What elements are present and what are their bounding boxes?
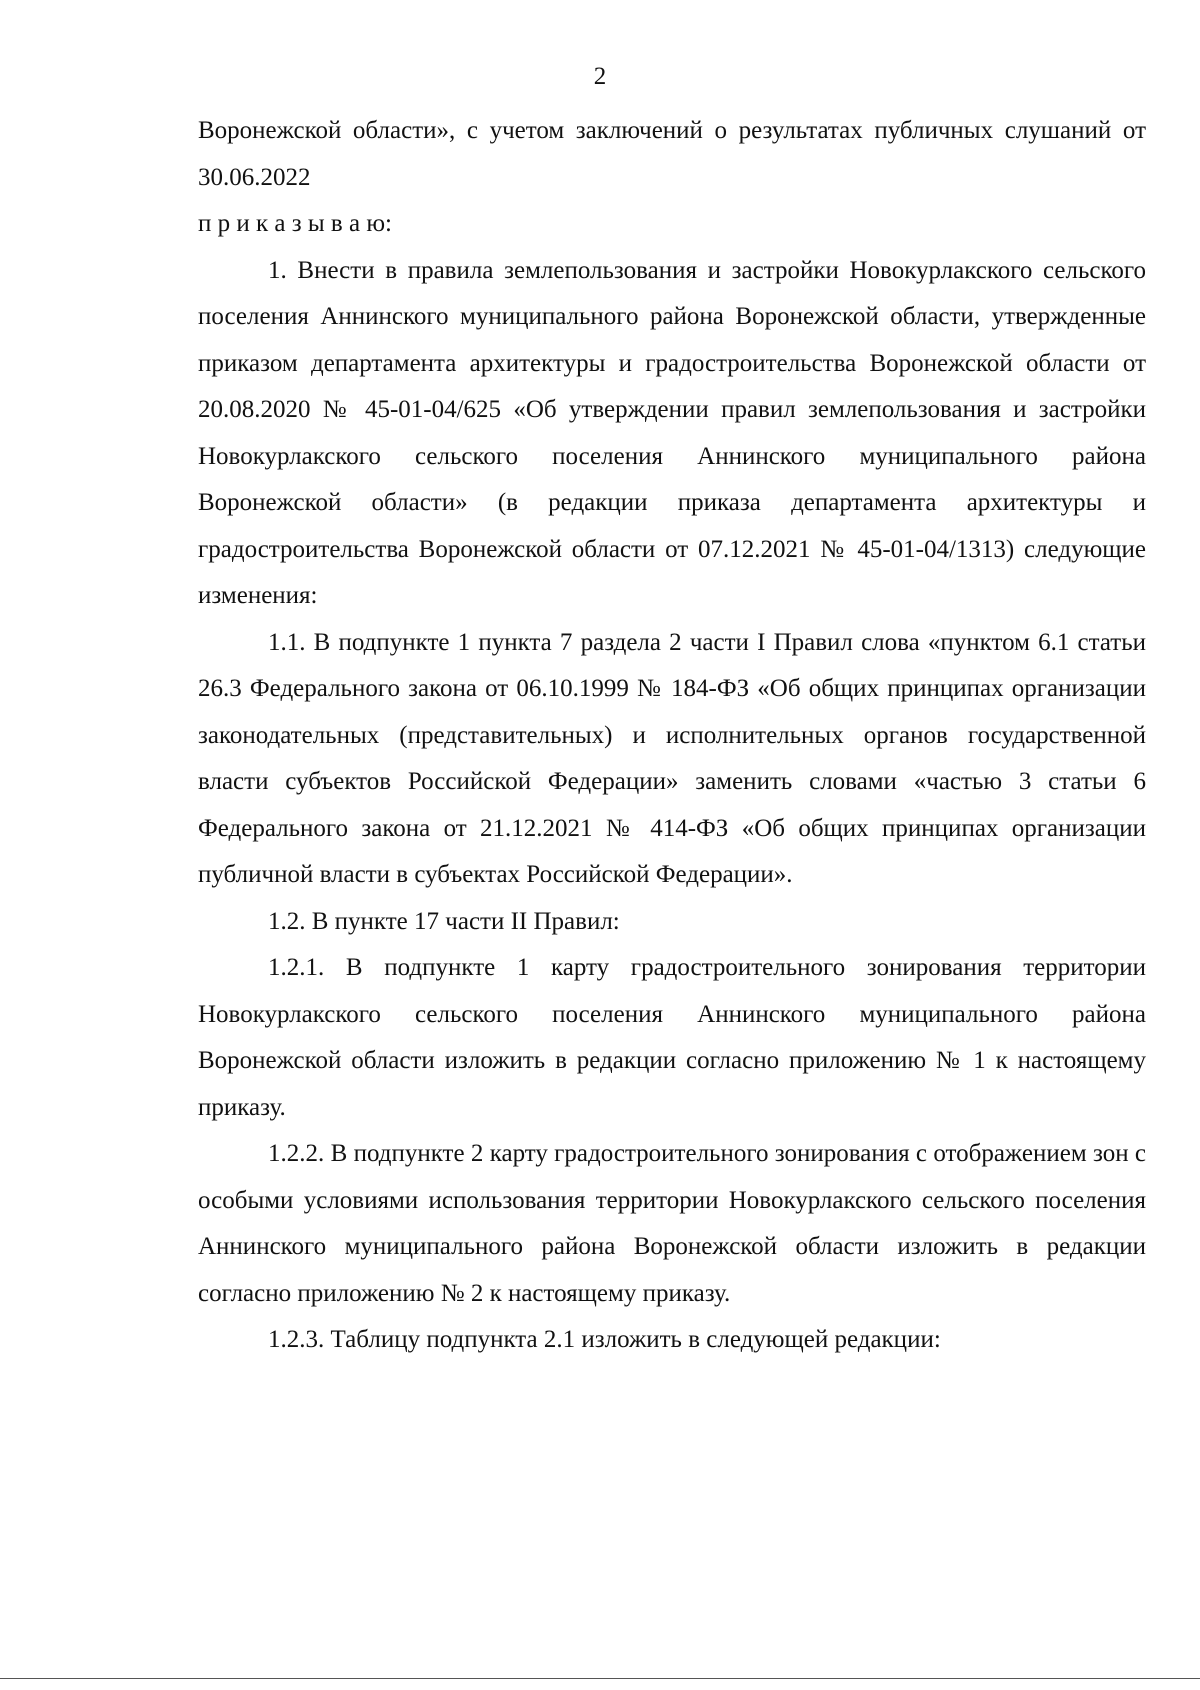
paragraph-intro: Воронежской области», с учетом заключений о результатах публичных слушаний от 30.06.2022 <box>198 117 1146 191</box>
paragraph-item-1-1: 1.1. В подпункте 1 пункта 7 раздела 2 части I Правил слова «пунктом 6.1 статьи 26.3 Федерального закона от 06.10.1999 № 184-ФЗ «Об общих принципах организации законодательных (представительных) и исполнительных органов государственной власти субъектов Российской Федерации» заменить словами «частью 3 статьи 6 Федерального закона от 21.12.2021 № 414-ФЗ «Об общих принципах организации публичной власти в субъектах Российской Федерации». <box>198 628 1146 888</box>
paragraph-item-1-2-3: 1.2.3. Таблицу подпункта 2.1 изложить в следующей редакции: <box>268 1326 941 1353</box>
paragraph-item-1-2-2: 1.2.2. В подпункте 2 карту градостроительного зонирования с отображением зон с особыми условиями использования территории Новокурлакского сельского поселения Аннинского муниципального района Воронежской области изложить в редакции согласно приложению № 2 к настоящему приказу. <box>198 1140 1146 1307</box>
paragraph-item-1: 1. Внести в правила землепользования и застройки Новокурлакского сельского поселения Аннинского муниципального района Воронежской области, утвержденные приказом департамента архитектуры и градостроительства Воронежской области от 20.08.2020 № 45-01-04/625 «Об утверждении правил землепользования и застройки Новокурлакского сельского поселения Аннинского муниципального района Воронежской области» (в редакции приказа департамента архитектуры и градостроительства Воронежской области от 07.12.2021 № 45-01-04/1313) следующие изменения: <box>198 256 1146 609</box>
paragraph-order-word: п р и к а з ы в а ю: <box>198 210 392 237</box>
paragraph-item-1-2: 1.2. В пункте 17 части II Правил: <box>268 907 620 935</box>
page-number: 2 <box>593 63 607 90</box>
body-text <box>198 108 1146 1364</box>
paragraph-item-1-2-1: 1.2.1. В подпункте 1 карту градостроительного зонирования территории Новокурлакского сельского поселения Аннинского муниципального района Воронежской области изложить в редакции согласно приложению № 1 к настоящему приказу. <box>198 954 1146 1121</box>
bottom-rule <box>0 1678 1200 1680</box>
